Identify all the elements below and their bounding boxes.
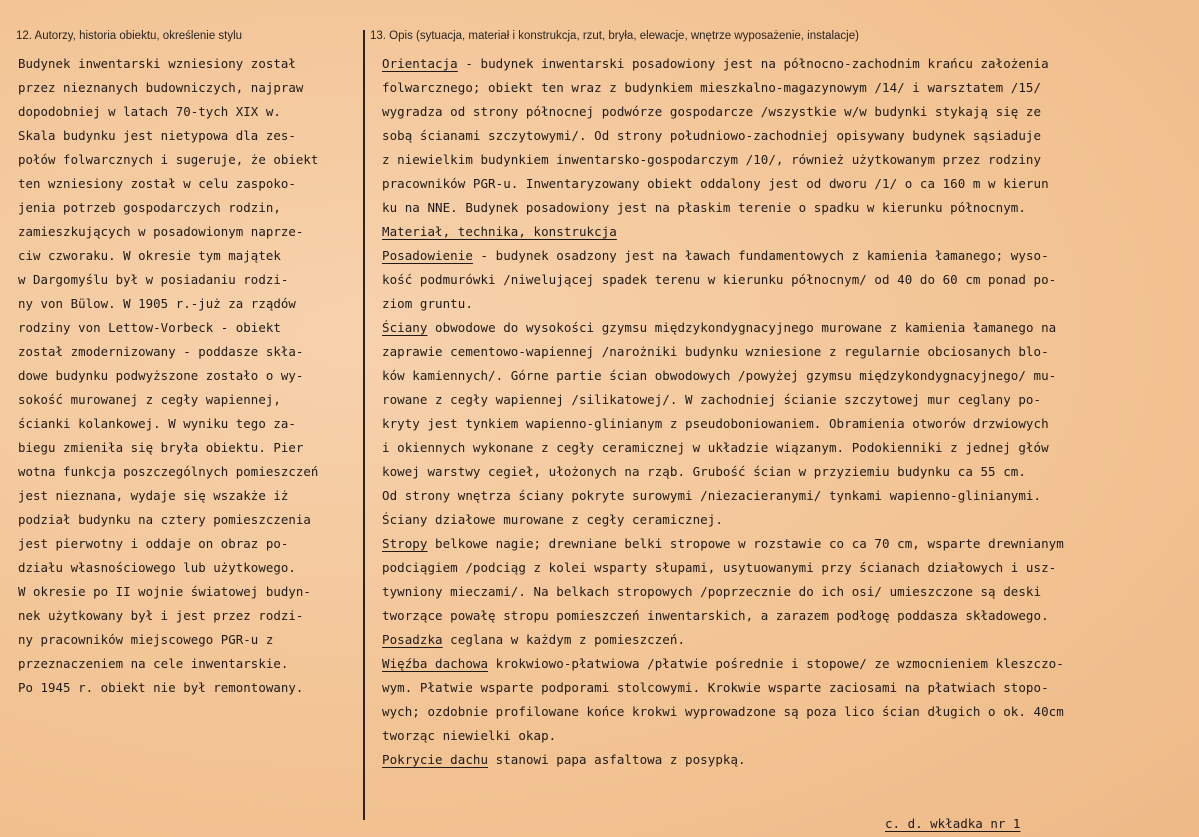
description-text: Ściany działowe murowane z cegły ceramicznej. bbox=[382, 512, 723, 527]
description-text: ziom gruntu. bbox=[382, 296, 473, 311]
history-text-line: przeznaczeniem na cele inwentarskie. bbox=[18, 656, 289, 671]
description-text-line bbox=[382, 652, 1194, 676]
description-text: kowej warstwy cegieł, ułożonych na rząb. Grubość ścian w przyziemiu budynku ca 55 cm. bbox=[382, 464, 1026, 479]
description-text: podciągiem /podciąg z kolei wsparty słupami, usytuowanymi przy ścianach działowych i usz- bbox=[382, 560, 1057, 575]
history-text-line: dopodobniej w latach 70-tych XIX w. bbox=[18, 104, 281, 119]
history-text-line: nek użytkowany był i jest przez rodzi- bbox=[18, 608, 304, 623]
description-text-line bbox=[382, 676, 1194, 700]
history-text-line: podział budynku na cztery pomieszczenia bbox=[18, 512, 311, 527]
description-text: tywniony mieczami/. Na belkach stropowych /poprzecznie do ich osi/ umieszczone są deski bbox=[382, 584, 1042, 599]
description-text: ku na NNE. Budynek posadowiony jest na płaskim terenie o spadku w kierunku północnym. bbox=[382, 200, 1026, 215]
history-text-line: jest pierwotny i oddaje on obraz po- bbox=[18, 536, 289, 551]
history-text-line: jest nieznana, wydaje się wszakże iż bbox=[18, 488, 289, 503]
section-subheading: Materiał, technika, konstrukcja bbox=[382, 224, 617, 239]
description-text: obwodowe do wysokości gzymsu międzykondygnacyjnego murowane z kamienia łamanego na bbox=[427, 320, 1057, 335]
history-text-line: dowe budynku podwyższone zostało o wy- bbox=[18, 368, 304, 383]
description-text: zaprawie cementowo-wapiennej /narożniki budynku wzniesione z regularnie obciosanych blo- bbox=[382, 344, 1049, 359]
description-text: Od strony wnętrza ściany pokryte surowymi /niezacieranymi/ tynkami wapienno-glinianymi. bbox=[382, 488, 1042, 503]
description-text-line bbox=[382, 724, 1194, 748]
description-text-line bbox=[382, 52, 1194, 76]
section-subheading: Ściany bbox=[382, 320, 428, 335]
history-text-line: został zmodernizowany - poddasze skła- bbox=[18, 344, 304, 359]
history-text-line: ny von Bülow. W 1905 r.-już za rządów bbox=[18, 296, 296, 311]
description-text: i okiennych wykonane z cegły ceramicznej w układzie wiązanym. Podokienniki z jednej głów bbox=[382, 440, 1049, 455]
description-text: folwarcznego; obiekt ten wraz z budynkiem mieszkalno-magazynowym /14/ i warsztatem /15/ bbox=[382, 80, 1042, 95]
description-text: pracowników PGR-u. Inwentaryzowany obiekt oddalony jest od dworu /1/ o ca 160 m w kierun bbox=[382, 176, 1049, 191]
description-text-line bbox=[382, 388, 1194, 412]
section-subheading: Stropy bbox=[382, 536, 428, 551]
description-text-line bbox=[382, 100, 1194, 124]
description-text-line bbox=[382, 76, 1194, 100]
description-text-line bbox=[382, 556, 1194, 580]
description-text: wygradza od strony północnej podwórze gospodarcze /wszystkie w/w budynki stykają się ze bbox=[382, 104, 1042, 119]
section-13-header: 13. Opis (sytuacja, materiał i konstrukcja, rzut, bryła, elewacje, wnętrze wyposażenie, instalacje) bbox=[370, 30, 859, 42]
description-text: tworzące powałę stropu pomieszczeń inwentarskich, a zarazem podłogę poddasza składowego. bbox=[382, 608, 1049, 623]
section-subheading: Posadzka bbox=[382, 632, 443, 647]
history-text-line: ścianki kolankowej. W wyniku tego za- bbox=[18, 416, 296, 431]
history-text-line: zamieszkujących w posadowionym naprze- bbox=[18, 224, 304, 239]
description-text-line bbox=[382, 532, 1194, 556]
description-text: - budynek osadzony jest na ławach fundamentowych z kamienia łamanego; wyso- bbox=[472, 248, 1049, 263]
description-text-line bbox=[382, 460, 1194, 484]
history-text-line: sokość murowanej z cegły wapiennej, bbox=[18, 392, 281, 407]
description-text-line bbox=[382, 148, 1194, 172]
description-text: stanowi papa asfaltowa z posypką. bbox=[488, 752, 746, 767]
description-text-line bbox=[382, 220, 1194, 244]
history-text-line: Budynek inwentarski wzniesiony został bbox=[18, 56, 296, 71]
description-text-line bbox=[382, 172, 1194, 196]
description-text-line bbox=[382, 628, 1194, 652]
history-text-line: biegu zmieniła się bryła obiektu. Pier bbox=[18, 440, 304, 455]
description-text-line bbox=[382, 244, 1194, 268]
description-column bbox=[382, 52, 1194, 772]
description-text-line bbox=[382, 604, 1194, 628]
history-text-line: ciw czworaku. W okresie tym majątek bbox=[18, 248, 281, 263]
section-subheading: Orientacja bbox=[382, 56, 458, 71]
description-text-line bbox=[382, 748, 1194, 772]
section-subheading: Pokrycie dachu bbox=[382, 752, 489, 767]
description-text-line bbox=[382, 124, 1194, 148]
description-text: belkowe nagie; drewniane belki stropowe w rozstawie co ca 70 cm, wsparte drewnianym bbox=[427, 536, 1064, 551]
section-subheading: Posadowienie bbox=[382, 248, 473, 263]
description-text: - budynek inwentarski posadowiony jest na północno-zachodnim krańcu założenia bbox=[457, 56, 1049, 71]
history-text-line: połów folwarcznych i sugeruje, że obiekt bbox=[18, 152, 319, 167]
section-subheading: Więźba dachowa bbox=[382, 656, 489, 671]
description-text: rowane z cegły wapiennej /silikatowej/. W zachodniej ścianie szczytowej mur ceglany po- bbox=[382, 392, 1042, 407]
history-text-line: w Dargomyślu był w posiadaniu rodzi- bbox=[18, 272, 289, 287]
description-text-line bbox=[382, 340, 1194, 364]
description-text-line bbox=[382, 268, 1194, 292]
description-text-line bbox=[382, 700, 1194, 724]
history-text-line: ny pracowników miejscowego PGR-u z bbox=[18, 632, 274, 647]
history-text-line: rodziny von Lettow-Vorbeck - obiekt bbox=[18, 320, 281, 335]
description-text-line bbox=[382, 196, 1194, 220]
history-text-line: jenia potrzeb gospodarczych rodzin, bbox=[18, 200, 281, 215]
history-text-line: przez nieznanych budowniczych, najpraw bbox=[18, 80, 304, 95]
description-text: krokwiowo-płatwiowa /płatwie pośrednie i stopowe/ ze wzmocnieniem kleszczo- bbox=[488, 656, 1064, 671]
history-text-line: Po 1945 r. obiekt nie był remontowany. bbox=[18, 680, 304, 695]
description-text: ków kamiennych/. Górne partie ścian obwodowych /powyżej gzymsu międzykondygnacyjnego/ mu- bbox=[382, 368, 1057, 383]
description-text: z niewielkim budynkiem inwentarsko-gospodarczym /10/, również użytkowanym przez rodziny bbox=[382, 152, 1042, 167]
description-text: kość podmurówki /niwelującej spadek terenu w kierunku północnym/ od 40 do 60 cm ponad po- bbox=[382, 272, 1057, 287]
description-text: ceglana w każdym z pomieszczeń. bbox=[442, 632, 686, 647]
description-text: wych; ozdobnie profilowane końce krokwi wyprowadzone są poza lico ścian długich o ok. 40cm bbox=[382, 704, 1064, 719]
history-text-line: działu własnościowego lub użytkowego. bbox=[18, 560, 296, 575]
history-text-line: Skala budynku jest nietypowa dla zes- bbox=[18, 128, 296, 143]
description-text: kryty jest tynkiem wapienno-glinianym z pseudoboniowaniem. Obramienia otworów drzwiowych bbox=[382, 416, 1049, 431]
description-text: sobą ścianami szczytowymi/. Od strony południowo-zachodniej opisywany budynek sąsiaduje bbox=[382, 128, 1042, 143]
description-text-line bbox=[382, 484, 1194, 508]
section-12-header: 12. Autorzy, historia obiektu, określenie stylu bbox=[16, 30, 243, 42]
description-text-line bbox=[382, 580, 1194, 604]
description-text: wym. Płatwie wsparte podporami stolcowymi. Krokwie wsparte zaciosami na płatwiach stopo- bbox=[382, 680, 1049, 695]
description-text-line bbox=[382, 436, 1194, 460]
description-text: tworząc niewielki okap. bbox=[382, 728, 557, 743]
description-text-line bbox=[382, 316, 1194, 340]
description-text-line bbox=[382, 412, 1194, 436]
description-text-line bbox=[382, 508, 1194, 532]
continuation-note: c. d. wkładka nr 1 bbox=[885, 816, 1021, 831]
column-divider bbox=[363, 30, 365, 820]
description-text-line bbox=[382, 364, 1194, 388]
history-column bbox=[18, 52, 358, 700]
history-text-line: ten wzniesiony został w celu zaspoko- bbox=[18, 176, 296, 191]
description-text-line bbox=[382, 292, 1194, 316]
history-text-line: W okresie po II wojnie światowej budyn- bbox=[18, 584, 311, 599]
history-text-line: wotna funkcja poszczególnych pomieszczeń bbox=[18, 464, 319, 479]
